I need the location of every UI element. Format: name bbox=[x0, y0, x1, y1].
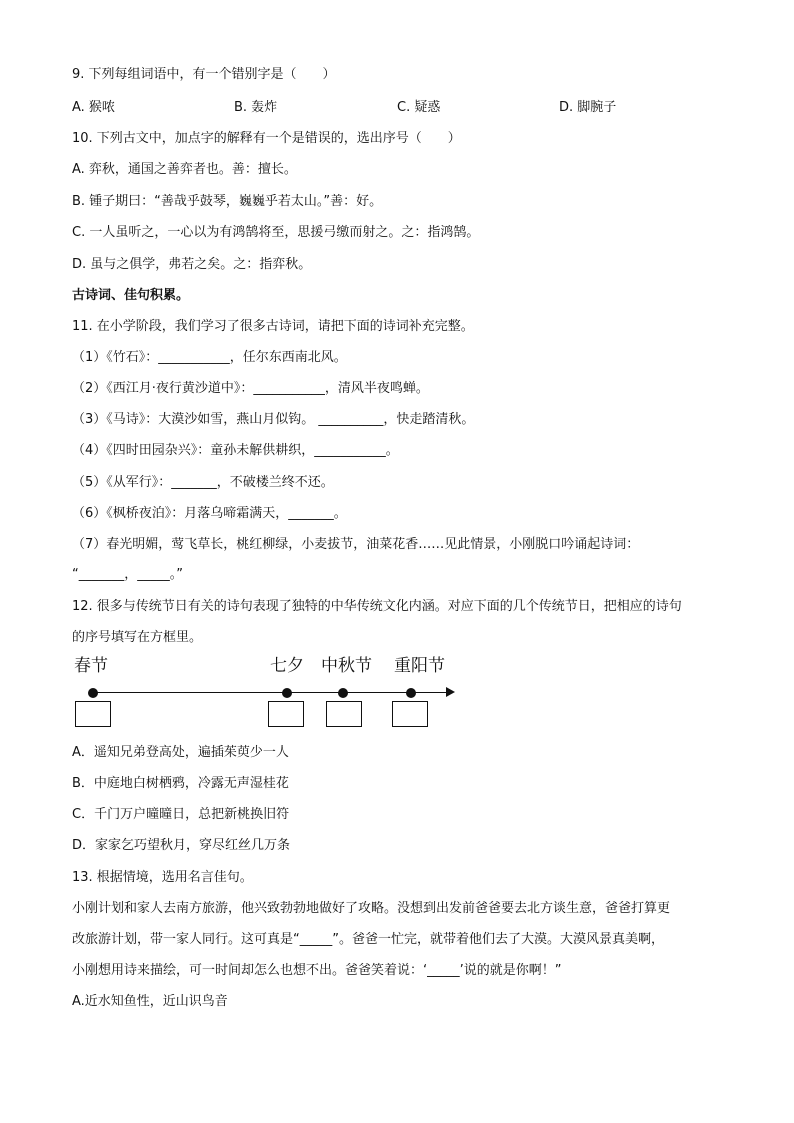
q13-stem: 13. 根据情境，选用名言佳句。 bbox=[72, 870, 253, 885]
q10-option-b: B. 锺子期曰：“善哉乎鼓琴，巍巍乎若太山。”善：好。 bbox=[72, 194, 383, 209]
q12-option-d: D．家家乞巧望秋月，穿尽红丝几万条 bbox=[72, 838, 291, 853]
festival-label: 七夕 bbox=[270, 656, 304, 676]
festival-label: 春节 bbox=[74, 656, 108, 676]
festival-label: 重阳节 bbox=[394, 656, 445, 676]
q13-paragraph-line: 小刚想用诗来描绘，可一时间却怎么也想不出。爸爸笑着说：‘_____’说的就是你啊！” bbox=[72, 963, 562, 978]
q11-stem: 11. 在小学阶段，我们学习了很多古诗词，请把下面的诗词补充完整。 bbox=[72, 319, 474, 334]
q11-item: （5）《从军行》：_______，不破楼兰终不还。 bbox=[72, 475, 334, 490]
festival-label: 中秋节 bbox=[321, 656, 372, 676]
q12-option-b: B．中庭地白树栖鸦，冷露无声湿桂花 bbox=[72, 776, 289, 791]
q12-stem-cont: 的序号填写在方框里。 bbox=[72, 630, 203, 645]
q10-option-c: C. 一人虽听之，一心以为有鸿鹄将至，思援弓缴而射之。之：指鸿鹄。 bbox=[72, 225, 480, 240]
q11-item: （7）春光明媚，莺飞草长，桃红柳绿，小麦拔节，油菜花香……见此情景，小刚脱口吟诵起诗词： bbox=[72, 537, 640, 552]
q9-stem: 9. 下列每组词语中，有一个错别字是（ ） bbox=[72, 67, 336, 82]
q9-option-c: C. 疑惑 bbox=[397, 100, 441, 115]
q10-option-a: A. 弈秋，通国之善弈者也。善：擅长。 bbox=[72, 162, 297, 177]
q11-item: “_______，_____。” bbox=[72, 567, 183, 582]
q13-paragraph-line: 小刚计划和家人去南方旅游，他兴致勃勃地做好了攻略。没想到出发前爸爸要去北方谈生意，爸爸打算更 bbox=[72, 901, 671, 916]
answer-box-double-ninth[interactable] bbox=[392, 701, 428, 727]
q13-option-a: A.近水知鱼性，近山识鸟音 bbox=[72, 994, 228, 1009]
arrow-head-icon bbox=[446, 687, 455, 697]
q9-option-d: D. 脚腕子 bbox=[559, 100, 617, 115]
timeline-dot bbox=[338, 688, 348, 698]
q9-option-b: B. 轰炸 bbox=[234, 100, 278, 115]
q12-option-a: A．遥知兄弟登高处，遍插茱萸少一人 bbox=[72, 745, 289, 760]
section-title: 古诗词、佳句积累。 bbox=[72, 288, 190, 303]
q11-item: （4）《四时田园杂兴》：童孙未解供耕织，___________。 bbox=[72, 443, 399, 458]
timeline-dot bbox=[406, 688, 416, 698]
timeline-dot bbox=[88, 688, 98, 698]
q10-stem: 10. 下列古文中，加点字的解释有一个是错误的，选出序号（ ） bbox=[72, 131, 461, 146]
q9-option-a: A. 猴哝 bbox=[72, 100, 115, 115]
q11-item: （2）《西江月·夜行黄沙道中》：___________，清风半夜鸣蝉。 bbox=[72, 381, 429, 396]
q11-item: （3）《马诗》：大漠沙如雪，燕山月似钩。 __________，快走踏清秋。 bbox=[72, 412, 475, 427]
festival-timeline bbox=[72, 654, 472, 734]
q13-paragraph-line: 改旅游计划，带一家人同行。这可真是“_____”。爸爸一忙完，就带着他们去了大漠。大漠风景真美啊， bbox=[72, 932, 664, 947]
q11-item: （1）《竹石》：___________，任尔东西南北风。 bbox=[72, 350, 347, 365]
q12-option-c: C．千门万户曈曈日，总把新桃换旧符 bbox=[72, 807, 290, 822]
q12-stem: 12. 很多与传统节日有关的诗句表现了独特的中华传统文化内涵。对应下面的几个传统节日，把相应的诗句 bbox=[72, 599, 682, 614]
answer-box-mid-autumn[interactable] bbox=[326, 701, 362, 727]
q10-option-d: D. 虽与之俱学，弗若之矣。之：指弈秋。 bbox=[72, 257, 312, 272]
timeline-dot bbox=[282, 688, 292, 698]
timeline-axis bbox=[92, 692, 452, 693]
answer-box-spring-festival[interactable] bbox=[75, 701, 111, 727]
q11-item: （6）《枫桥夜泊》：月落乌啼霜满天，_______。 bbox=[72, 506, 347, 521]
answer-box-qixi[interactable] bbox=[268, 701, 304, 727]
